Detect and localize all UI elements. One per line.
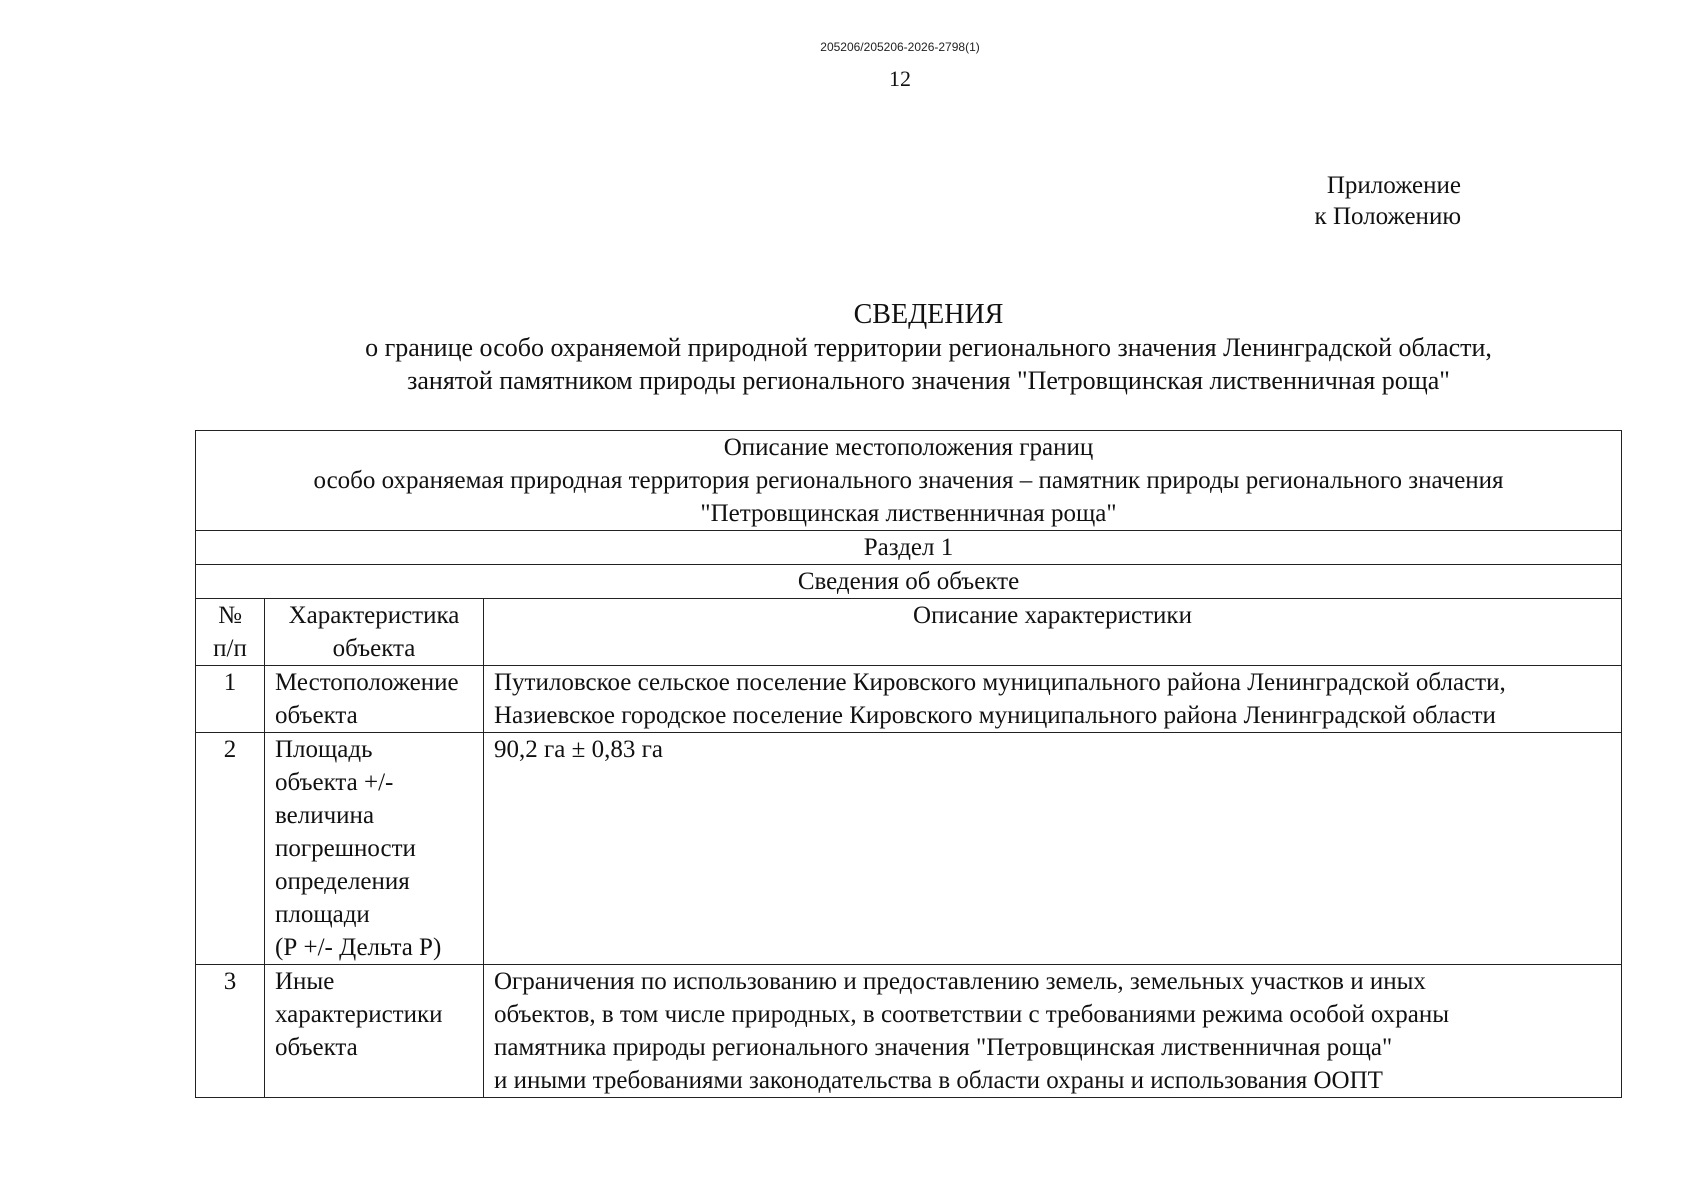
row-characteristic	[265, 965, 484, 1098]
char-line: Иные	[275, 968, 335, 995]
col-header-num-line-2: п/п	[213, 635, 247, 662]
char-line: объекта	[275, 702, 358, 729]
table-row	[196, 666, 1622, 733]
char-line: Местоположение	[275, 669, 459, 696]
caption-line-2: особо охраняемая природная территория регионального значения – памятник природы регионального значения	[313, 467, 1504, 494]
char-line: Площадь	[275, 736, 373, 763]
section-title: Сведения об объекте	[196, 565, 1622, 599]
boundary-info-table	[195, 430, 1622, 1098]
document-id: 205206/205206-2026-2798(1)	[820, 40, 980, 54]
row-num: 3	[196, 965, 265, 1098]
desc-line: памятника природы регионального значения "Петровщинская лиственничная роща"	[494, 1034, 1393, 1061]
desc-line: объектов, в том числе природных, в соответствии с требованиями режима особой охраны	[494, 1001, 1450, 1028]
row-num: 2	[196, 733, 265, 965]
table-header-row	[196, 599, 1622, 666]
heading-line-1: о границе особо охраняемой природной территории регионального значения Ленинградской области,	[365, 333, 1492, 362]
col-header-char	[265, 599, 484, 666]
section-title-row	[196, 565, 1622, 599]
table-row	[196, 733, 1622, 965]
appendix-note	[1315, 170, 1461, 232]
row-description	[484, 666, 1622, 733]
desc-line: Назиевское городское поселение Кировского муниципального района Ленинградской области	[494, 702, 1496, 729]
section-row	[196, 531, 1622, 565]
row-characteristic	[265, 666, 484, 733]
char-line: (Р +/- Дельта Р)	[275, 934, 442, 961]
col-header-char-line-1: Характеристика	[288, 602, 460, 629]
char-line: площади	[275, 901, 370, 928]
row-num: 1	[196, 666, 265, 733]
row-characteristic	[265, 733, 484, 965]
col-header-char-line-2: объекта	[332, 635, 416, 662]
desc-line: и иными требованиями законодательства в области охраны и использования ООПТ	[494, 1067, 1383, 1094]
col-header-desc: Описание характеристики	[484, 599, 1622, 666]
page-number: 12	[889, 66, 911, 91]
caption-line-3: "Петровщинская лиственничная роща"	[700, 500, 1117, 527]
caption-line-1: Описание местоположения границ	[723, 434, 1094, 461]
appendix-line-1: Приложение	[1326, 172, 1461, 199]
char-line: определения	[275, 868, 410, 895]
section-label: Раздел 1	[196, 531, 1622, 565]
table-row	[196, 965, 1622, 1098]
char-line: величина	[275, 802, 375, 829]
document-heading	[0, 298, 1697, 397]
heading-line-2: занятой памятником природы регионального значения "Петровщинская лиственничная роща"	[407, 366, 1450, 395]
char-line: объекта +/-	[275, 769, 394, 796]
desc-line: Ограничения по использованию и предоставлению земель, земельных участков и иных	[494, 968, 1426, 995]
char-line: характеристики	[275, 1001, 443, 1028]
char-line: объекта	[275, 1034, 358, 1061]
col-header-num-line-1: №	[218, 602, 242, 629]
table-caption	[196, 431, 1622, 531]
row-description	[484, 965, 1622, 1098]
desc-line: Путиловское сельское поселение Кировского муниципального района Ленинградской области,	[494, 669, 1506, 696]
col-header-num	[196, 599, 265, 666]
char-line: погрешности	[275, 835, 416, 862]
table-caption-row	[196, 431, 1622, 531]
row-description	[484, 733, 1622, 965]
desc-line: 90,2 га ± 0,83 га	[494, 736, 663, 763]
heading-title: СВЕДЕНИЯ	[853, 299, 1004, 330]
appendix-line-2: к Положению	[1314, 203, 1461, 230]
